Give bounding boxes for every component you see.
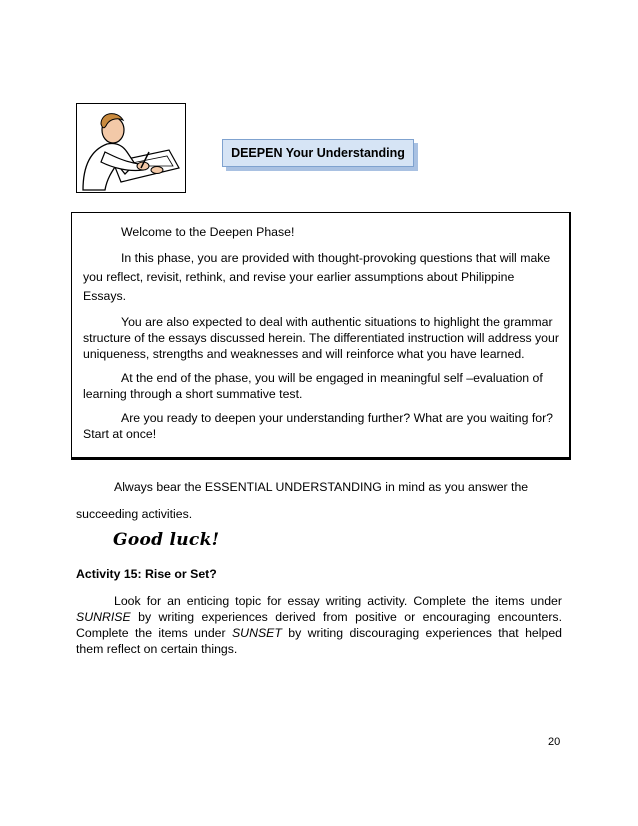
activity-text-a: Look for an enticing topic for essay writing activity. Complete the items under bbox=[114, 594, 562, 608]
welcome-paragraph: Welcome to the Deepen Phase! bbox=[121, 225, 295, 239]
deepen-banner: DEEPEN Your Understanding bbox=[222, 139, 414, 167]
activity-instructions bbox=[76, 593, 562, 657]
person-writing-icon bbox=[77, 104, 185, 192]
writing-person-illustration bbox=[76, 103, 186, 193]
deepen-phase-box bbox=[71, 212, 571, 460]
good-luck-text: Good luck! bbox=[113, 530, 220, 550]
page-number: 20 bbox=[548, 736, 561, 748]
activity-title: Activity 15: Rise or Set? bbox=[76, 567, 217, 581]
phase-paragraph: In this phase, you are provided with thought-provoking questions that will make you reflect, revisit, rethink, and revise your earlier assumptions about Philippine Essays. bbox=[83, 251, 551, 303]
ready-paragraph: Are you ready to deepen your understanding further? What are you waiting for? Start at once! bbox=[83, 411, 554, 441]
sunrise-term: SUNRISE bbox=[76, 610, 131, 624]
activity-text-b: by writing experiences derived from positive or encouraging encounters. Complete the items under bbox=[76, 610, 562, 640]
essential-understanding-text: Always bear the ESSENTIAL UNDERSTANDING in mind as you answer the succeeding activities. bbox=[76, 480, 529, 521]
end-phase-paragraph: At the end of the phase, you will be engaged in meaningful self –evaluation of learning through a short summative test. bbox=[83, 371, 543, 401]
authentic-situations-paragraph: You are also expected to deal with authentic situations to highlight the grammar structure of the essays discussed herein. The differentiated instruction will address your uniqueness, strengths and weaknesses and will reinforce what you have learned. bbox=[83, 315, 559, 361]
sunset-term: SUNSET bbox=[231, 626, 282, 640]
activity-text-c: by writing discouraging experiences that helped them reflect on certain things. bbox=[76, 626, 563, 656]
